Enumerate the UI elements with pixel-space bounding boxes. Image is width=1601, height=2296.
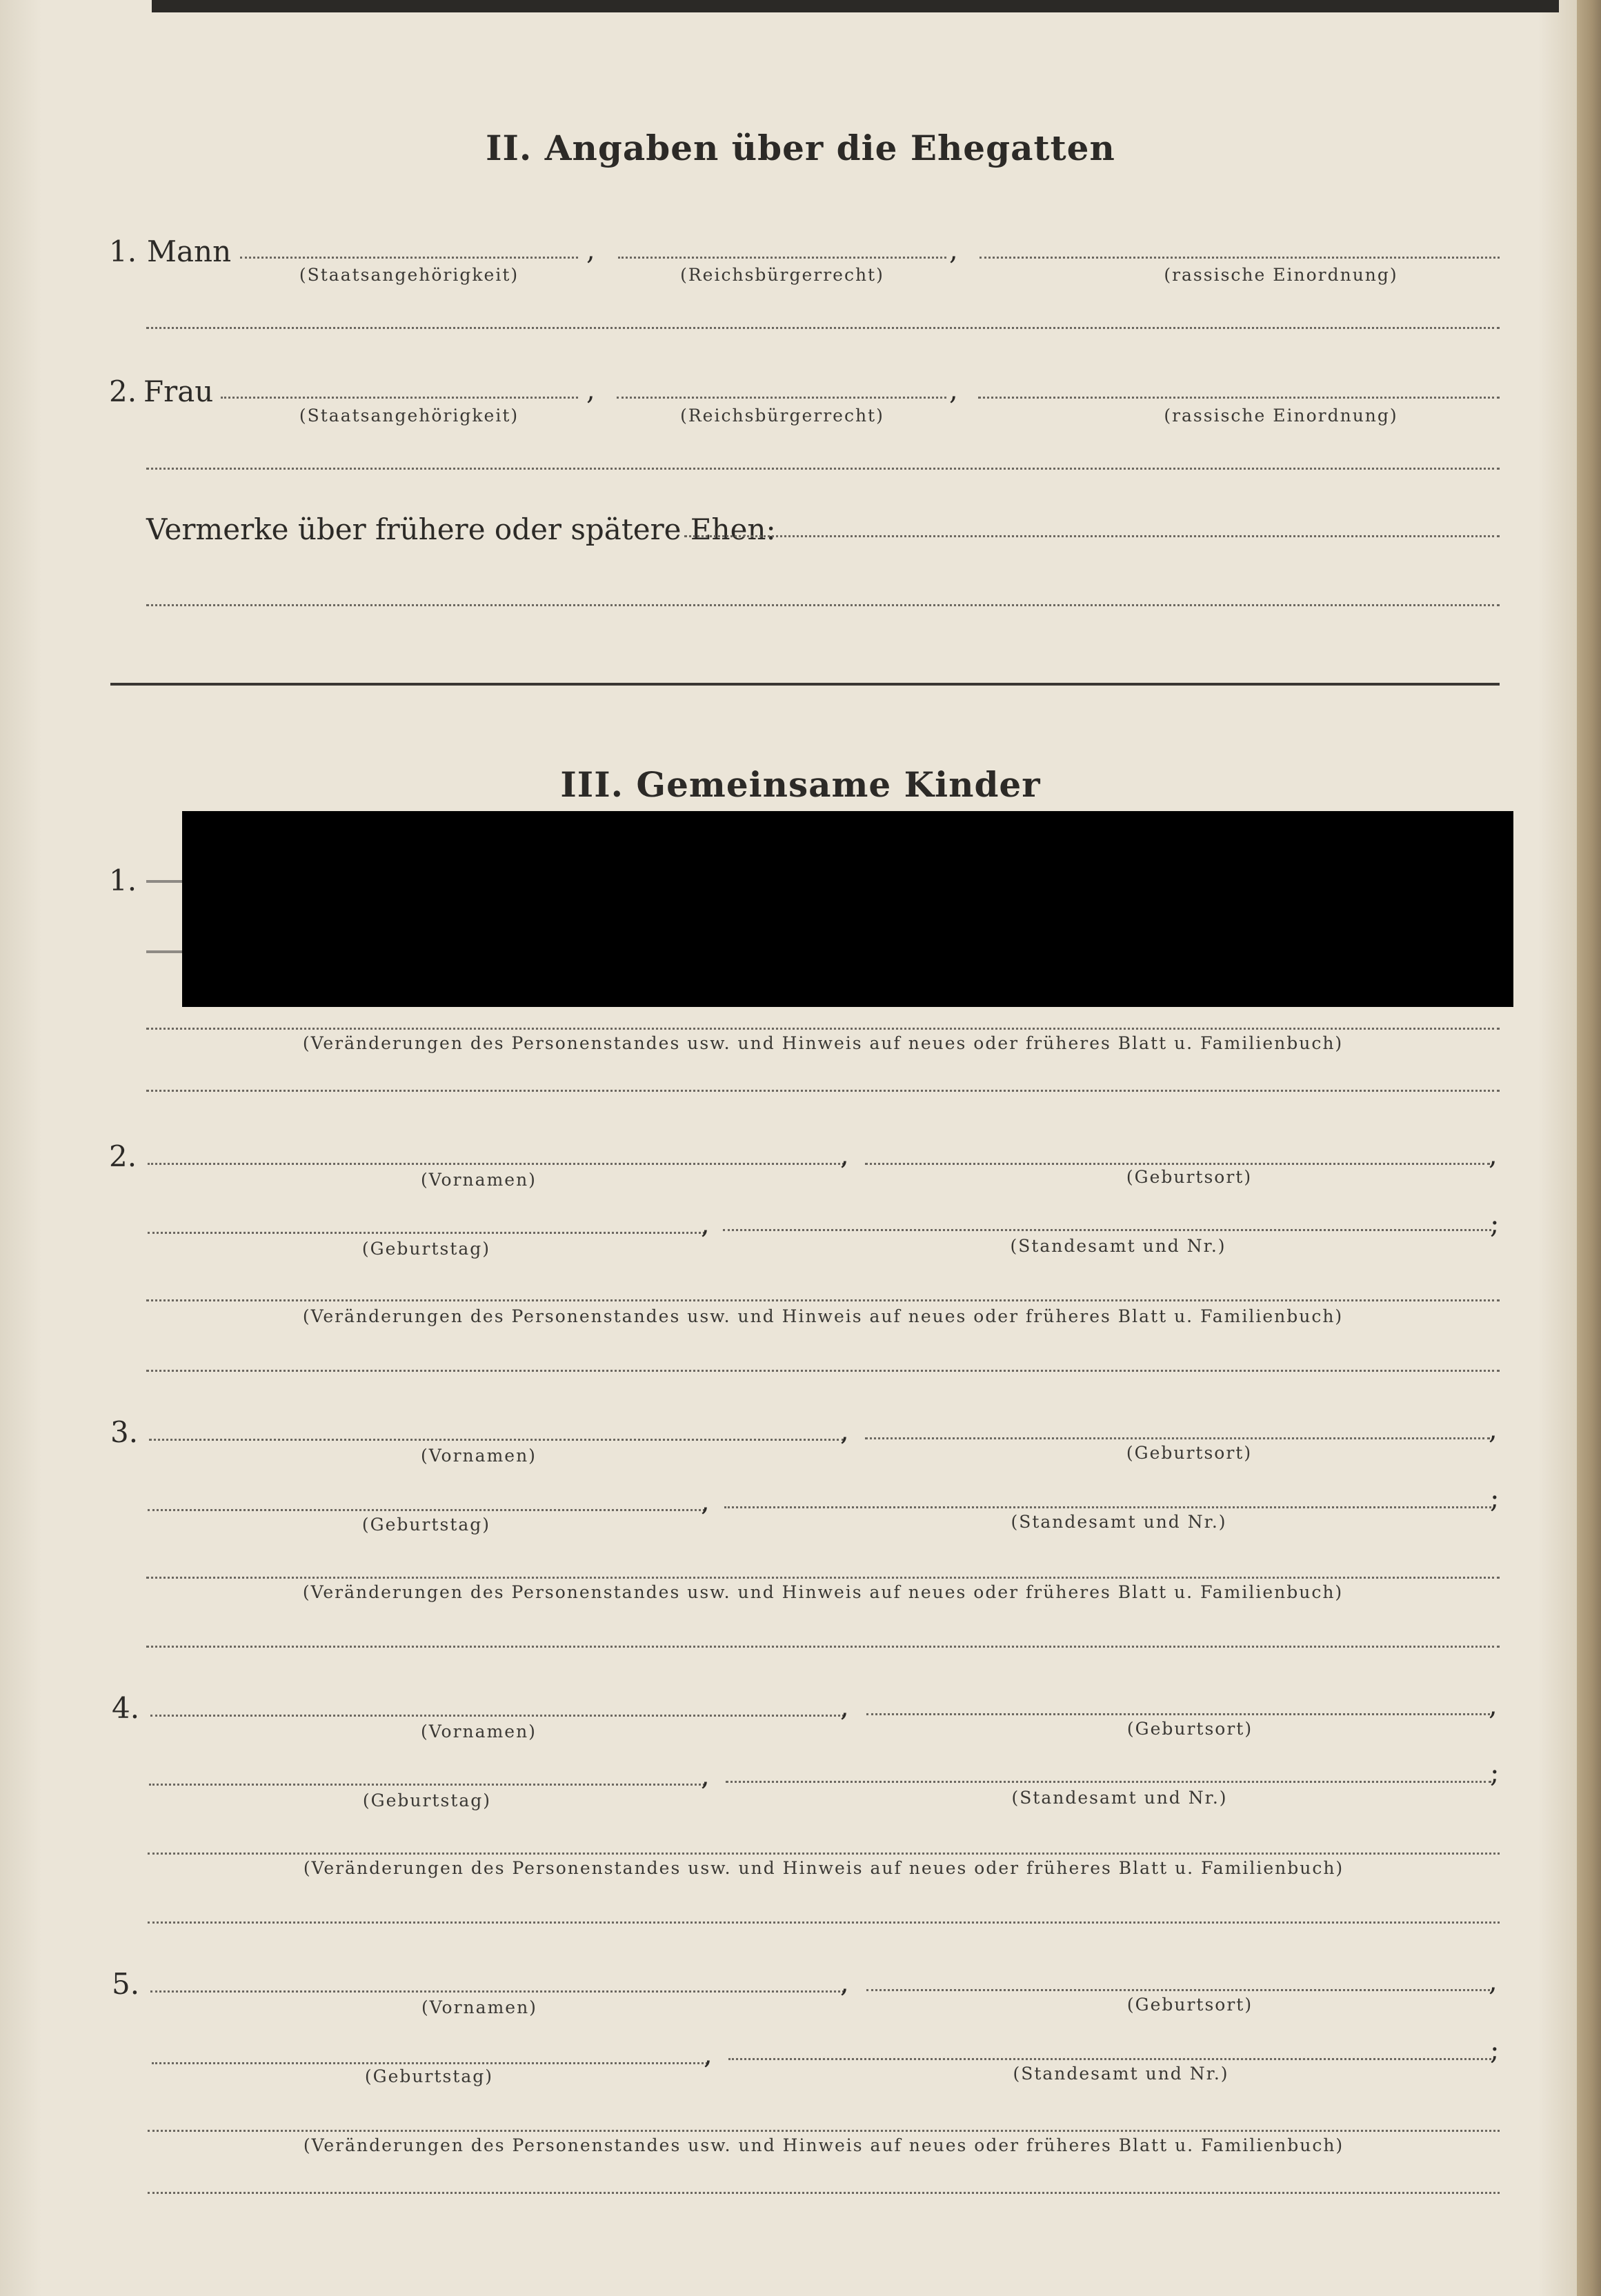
child-caption-changes: (Veränderungen des Personenstandes usw. und Hinweis auf neues oder früheres Blatt u. Familienbuch) <box>303 2135 1344 2155</box>
child-vornamen-field[interactable] <box>150 1990 844 1993</box>
page-edge <box>1577 0 1601 2296</box>
child-number: 4. <box>112 1691 140 1725</box>
frau-caption-einordnung: (rassische Einordnung) <box>1164 406 1398 426</box>
child-geburtstag-field[interactable] <box>149 1784 705 1786</box>
child-caption-standesamt: (Standesamt und Nr.) <box>1011 1788 1228 1808</box>
child-caption-geburtstag: (Geburtstag) <box>361 1515 491 1535</box>
child-caption-vornamen: (Vornamen) <box>421 1997 537 2017</box>
mann-extra-line[interactable] <box>146 327 1500 329</box>
child-caption-vornamen: (Vornamen) <box>421 1446 537 1466</box>
child-caption-geburtsort: (Geburtsort) <box>1126 1443 1253 1463</box>
comma: , <box>586 234 595 266</box>
mann-caption-staatsangehoerigkeit: (Staatsangehörigkeit) <box>299 265 519 285</box>
child-extra-line[interactable] <box>146 1370 1500 1372</box>
comma: , <box>701 1208 710 1240</box>
child-changes-field[interactable] <box>148 1853 1500 1855</box>
mann-staatsangehoerigkeit-field[interactable] <box>240 257 578 259</box>
child-extra-line[interactable] <box>146 1646 1500 1648</box>
child-caption-standesamt: (Standesamt und Nr.) <box>1010 1236 1226 1256</box>
comma: , <box>586 375 595 406</box>
child-standesamt-field[interactable] <box>728 2058 1491 2060</box>
child-caption-standesamt: (Standesamt und Nr.) <box>1011 1512 1227 1532</box>
child-geburtstag-field[interactable] <box>152 2062 708 2064</box>
section-divider <box>110 683 1500 686</box>
child-geburtsort-field[interactable] <box>865 1437 1490 1439</box>
comma: , <box>949 234 958 266</box>
mann-reichsbuergerrecht-field[interactable] <box>618 257 946 259</box>
child-1-changes-field[interactable] <box>146 1028 1500 1030</box>
child-caption-changes: (Veränderungen des Personenstandes usw. und Hinweis auf neues oder früheres Blatt u. Familienbuch) <box>302 1582 1344 1602</box>
vermerke-extra-line[interactable] <box>146 604 1500 606</box>
mann-label: Mann <box>147 234 232 268</box>
semicolon: ; <box>1490 1757 1500 1789</box>
child-geburtstag-field[interactable] <box>148 1232 705 1234</box>
child-standesamt-field[interactable] <box>726 1781 1491 1783</box>
section-ii-heading: II. Angaben über die Ehegatten <box>486 128 1115 168</box>
child-caption-changes: (Veränderungen des Personenstandes usw. und Hinweis auf neues oder früheres Blatt u. Familienbuch) <box>303 1858 1344 1878</box>
binding-shadow <box>152 0 1559 12</box>
vermerke-label: Vermerke über frühere oder spätere Ehen: <box>146 512 776 546</box>
line-fragment <box>146 880 183 883</box>
mann-caption-reichsbuergerrecht: (Reichsbürgerrecht) <box>680 265 884 285</box>
frau-extra-line[interactable] <box>146 468 1500 470</box>
comma: , <box>1489 1139 1498 1171</box>
child-caption-vornamen: (Vornamen) <box>421 1721 537 1741</box>
child-geburtsort-field[interactable] <box>866 1989 1490 1991</box>
comma: , <box>840 1967 849 1999</box>
frau-staatsangehoerigkeit-field[interactable] <box>221 397 578 399</box>
child-1-extra-line[interactable] <box>146 1090 1500 1092</box>
child-standesamt-field[interactable] <box>723 1229 1491 1231</box>
child-extra-line[interactable] <box>148 2192 1500 2194</box>
comma: , <box>704 2039 713 2070</box>
child-number: 2. <box>109 1139 137 1173</box>
child-geburtsort-field[interactable] <box>866 1713 1490 1715</box>
child-standesamt-field[interactable] <box>724 1506 1491 1508</box>
vermerke-field[interactable] <box>684 535 1500 537</box>
child-changes-field[interactable] <box>148 2130 1500 2132</box>
comma: , <box>840 1415 849 1447</box>
mann-number: 1. <box>109 234 137 268</box>
semicolon: ; <box>1490 2035 1500 2066</box>
child-caption-geburtstag: (Geburtstag) <box>364 2066 494 2086</box>
child-caption-geburtsort: (Geburtsort) <box>1126 1167 1253 1187</box>
child-vornamen-field[interactable] <box>149 1439 844 1441</box>
child-changes-field[interactable] <box>146 1299 1500 1301</box>
comma: , <box>840 1691 849 1723</box>
comma: , <box>1489 1690 1498 1721</box>
frau-number: 2. <box>109 375 137 408</box>
child-caption-vornamen: (Vornamen) <box>421 1170 537 1190</box>
child-vornamen-field[interactable] <box>148 1163 844 1165</box>
line-fragment <box>146 950 183 953</box>
child-caption-standesamt: (Standesamt und Nr.) <box>1013 2064 1229 2084</box>
section-iii-heading: III. Gemeinsame Kinder <box>560 764 1041 805</box>
child-caption-geburtsort: (Geburtsort) <box>1126 1719 1253 1739</box>
child-changes-field[interactable] <box>146 1577 1500 1579</box>
redaction-block <box>182 811 1513 1007</box>
child-1-number: 1. <box>109 864 137 897</box>
mann-caption-einordnung: (rassische Einordnung) <box>1164 265 1398 285</box>
child-1-caption-changes: (Veränderungen des Personenstandes usw. und Hinweis auf neues oder früheres Blatt u. Familienbuch) <box>302 1033 1344 1053</box>
mann-einordnung-field[interactable] <box>980 257 1500 259</box>
frau-einordnung-field[interactable] <box>978 397 1500 399</box>
child-vornamen-field[interactable] <box>150 1715 844 1717</box>
child-geburtstag-field[interactable] <box>148 1509 705 1511</box>
child-caption-geburtstag: (Geburtstag) <box>362 1790 492 1810</box>
child-number: 5. <box>112 1967 140 2001</box>
frau-caption-staatsangehoerigkeit: (Staatsangehörigkeit) <box>299 406 519 426</box>
child-extra-line[interactable] <box>148 1921 1500 1924</box>
child-geburtsort-field[interactable] <box>865 1163 1490 1165</box>
comma: , <box>949 375 958 406</box>
comma: , <box>701 1760 710 1792</box>
child-number: 3. <box>110 1415 139 1449</box>
comma: , <box>701 1486 710 1517</box>
frau-reichsbuergerrecht-field[interactable] <box>617 397 946 399</box>
semicolon: ; <box>1490 1483 1500 1515</box>
frau-caption-reichsbuergerrecht: (Reichsbürgerrecht) <box>680 406 884 426</box>
child-caption-changes: (Veränderungen des Personenstandes usw. und Hinweis auf neues oder früheres Blatt u. Familienbuch) <box>302 1306 1344 1326</box>
child-caption-geburtstag: (Geburtstag) <box>361 1239 491 1259</box>
comma: , <box>1489 1966 1498 1997</box>
frau-label: Frau <box>143 375 214 408</box>
comma: , <box>1489 1414 1498 1446</box>
comma: , <box>840 1139 849 1171</box>
child-caption-geburtsort: (Geburtsort) <box>1126 1995 1253 2015</box>
semicolon: ; <box>1490 1208 1500 1240</box>
